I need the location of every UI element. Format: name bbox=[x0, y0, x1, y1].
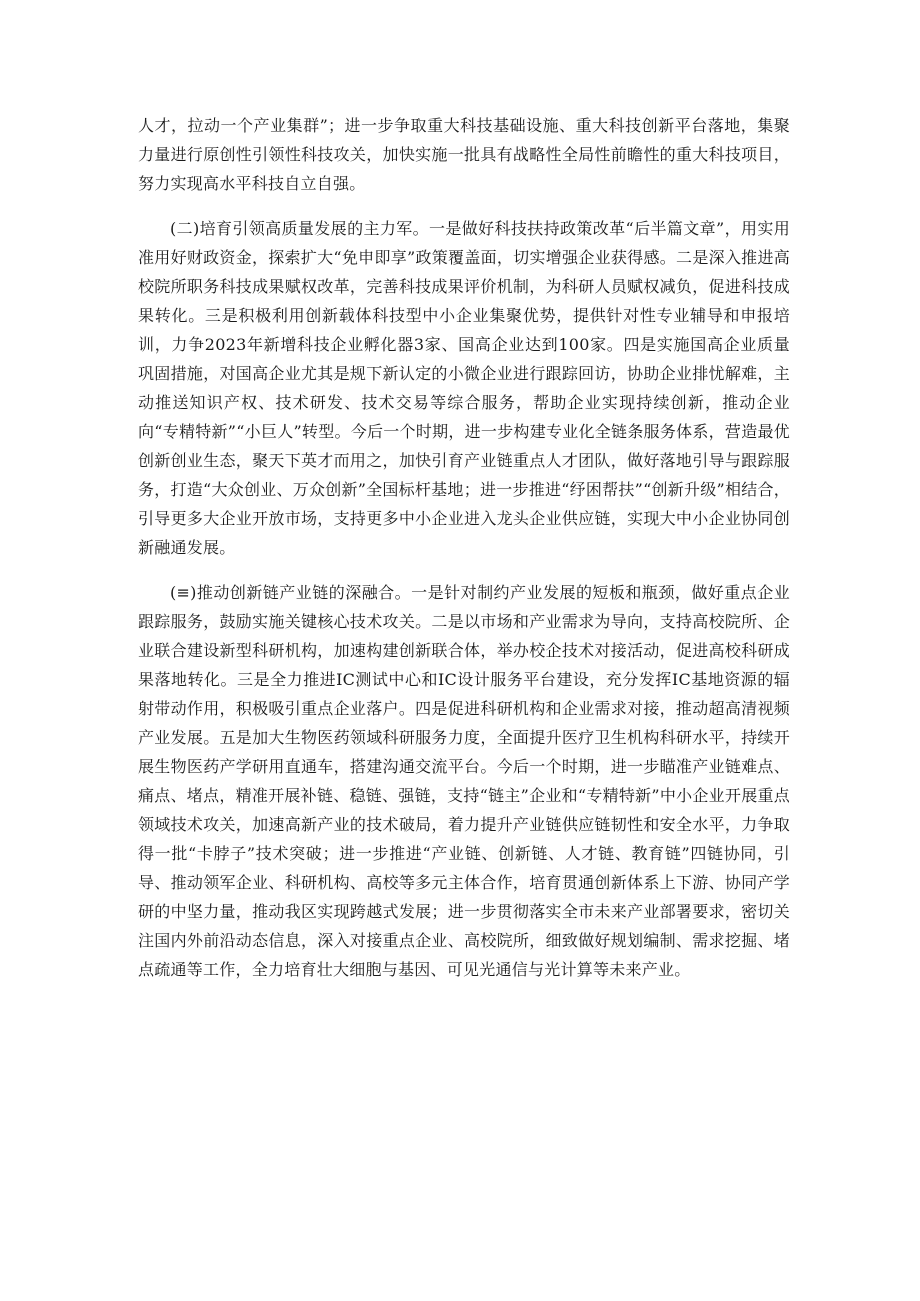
document-body bbox=[138, 111, 790, 1000]
paragraph-section-three: (≡)推动创新链产业链的深融合。一是针对制约产业发展的短板和瓶颈，做好重点企业跟踪服务，鼓励实施关键核心技术攻关。二是以市场和产业需求为导向，支持高校院所、企业联合建设新型科研机构，加速构建创新联合体，举办校企技术对接活动，促进高校科研成果落地转化。三是全力推进IC测试中心和IC设计服务平台建设，充分发挥IC基地资源的辐射带动作用，积极吸引重点企业落户。四是促进科研机构和企业需求对接，推动超高清视频产业发展。五是加大生物医药领域科研服务力度，全面提升医疗卫生机构科研水平，持续开展生物医药产学研用直通车，搭建沟通交流平台。今后一个时期，进一步瞄准产业链难点、痛点、堵点，精准开展补链、稳链、强链，支持“链主”企业和“专精特新”中小企业开展重点领域技术攻关，加速高新产业的技术破局，着力提升产业链供应链韧性和安全水平，力争取得一批“卡脖子”技术突破；进一步推进“产业链、创新链、人才链、教育链”四链协同，引导、推动领军企业、科研机构、高校等多元主体合作，培育贯通创新体系上下游、协同产学研的中坚力量，推动我区实现跨越式发展；进一步贯彻落实全市未来产业部署要求，密切关注国内外前沿动态信息，深入对接重点企业、高校院所，细致做好规划编制、需求挖掘、堵点疏通等工作，全力培育壮大细胞与基因、可见光通信与光计算等未来产业。 bbox=[138, 583, 790, 979]
paragraph-section-two: (二)培育引领高质量发展的主力军。一是做好科技扶持政策改革“后半篇文章”，用实用准用好财政资金，探索扩大“免申即享”政策覆盖面，切实增强企业获得感。二是深入推进高校院所职务科技成果赋权改革，完善科技成果评价机制，为科研人员赋权减负，促进科技成果转化。三是积极利用创新载体科技型中小企业集聚优势，提供针对性专业辅导和申报培训，力争2023年新增科技企业孵化器3家、国高企业达到100家。四是实施国高企业质量巩固措施，对国高企业尤其是规下新认定的小微企业进行跟踪回访，协助企业排忧解难，主动推送知识产权、技术研发、技术交易等综合服务，帮助企业实现持续创新，推动企业向“专精特新”“小巨人”转型。今后一个时期，进一步构建专业化全链条服务体系，营造最优创新创业生态，聚天下英才而用之，加快引育产业链重点人才团队，做好落地引导与跟踪服务，打造“大众创业、万众创新”全国标杆基地；进一步推进“纾困帮扶”“创新升级”相结合，引导更多大企业开放市场，支持更多中小企业进入龙头企业供应链，实现大中小企业协同创新融通发展。 bbox=[138, 219, 790, 557]
paragraph-continuation: 人才，拉动一个产业集群”；进一步争取重大科技基础设施、重大科技创新平台落地，集聚力量进行原创性引领性科技攻关，加快实施一批具有战略性全局性前瞻性的重大科技项目，努力实现高水平科技自立自强。 bbox=[138, 116, 790, 193]
